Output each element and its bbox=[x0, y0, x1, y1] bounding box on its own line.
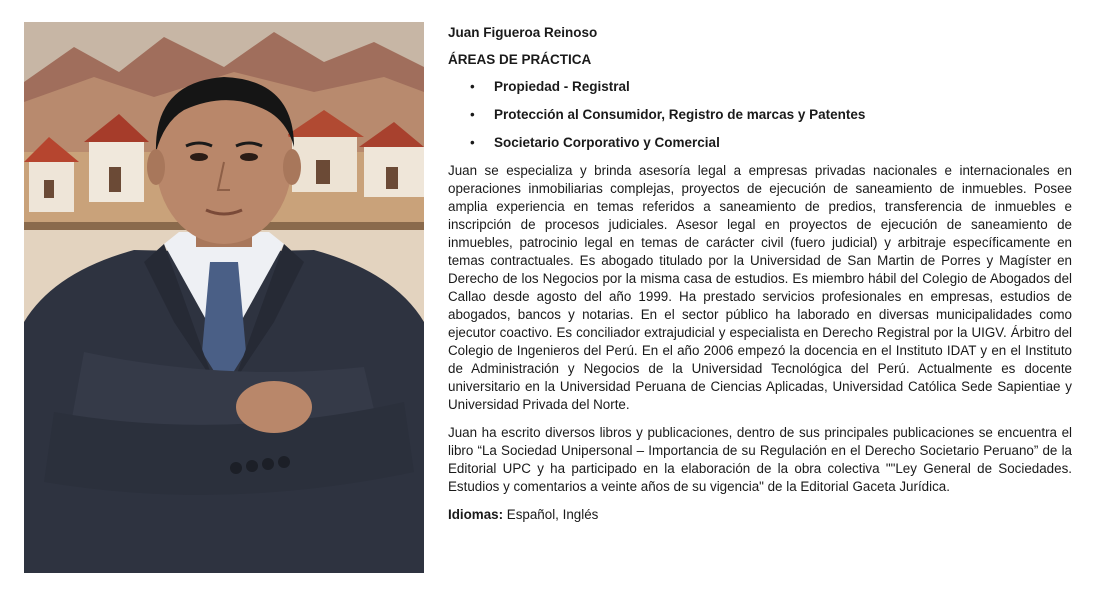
profile-photo bbox=[24, 22, 424, 573]
list-item bbox=[448, 106, 1072, 123]
languages-value: Español, Inglés bbox=[503, 507, 599, 522]
profile-name: Juan Figueroa Reinoso bbox=[448, 25, 598, 40]
languages-line bbox=[448, 506, 1072, 524]
publications-paragraph: Juan ha escrito diversos libros y publicaciones, dentro de sus principales publicaciones se encuentra el libro “La Sociedad Unipersonal – Importancia de su Regulación en el Derecho Societario Peruano” de la Editorial UPC y ha participado en la elaboración de la obra colectiva ""Ley General de Sociedades. Estudios y comentarios a veinte años de su vigencia" de la Editorial Gaceta Jurídica. bbox=[448, 425, 1072, 494]
list-item bbox=[448, 134, 1072, 151]
practice-area-label: Societario Corporativo y Comercial bbox=[494, 135, 720, 150]
bio-paragraph: Juan se especializa y brinda asesoría legal a empresas privadas nacionales e internacionales en operaciones inmobiliarias complejas, proyectos de ejecución de saneamiento de inmuebles. Posee amplia experiencia en temas referidos a saneamiento de predios, transferencia de inmuebles e inscripción de procesos judiciales. Asesor legal en proyectos de ejecución de saneamiento de inmuebles, patrocinio legal en temas de carácter civil (fuero judicial) y arbitraje específicamente en temas contractuales. Es abogado titulado por la Universidad de San Martin de Porres y Magíster en Derecho de los Negocios por la misma casa de estudios. Es miembro hábil del Colegio de Abogados del Callao desde agosto del año 1999. Ha prestado servicios profesionales en empresas, estudios de abogados, bancos y notarias. En el sector público ha laborado en diversas municipalidades como ejecutor coactivo. Es conciliador extrajudicial y especialista en Derecho Registral por la UIGV. Árbitro del Colegio de Ingenieros del Perú. En el año 2006 empezó la docencia en el Instituto IDAT y en el Instituto de Administración y Negocios de la Universidad Tecnológica del Perú. Actualmente es docente universitario en la Universidad Peruana de Ciencias Aplicadas, Universidad Católica Sede Sapientiae y Universidad Privada del Norte. bbox=[448, 163, 1072, 412]
practice-area-label: Propiedad - Registral bbox=[494, 79, 630, 94]
bullet-icon: • bbox=[470, 79, 475, 94]
profile-content bbox=[448, 24, 1072, 524]
list-item bbox=[448, 78, 1072, 95]
bullet-icon: • bbox=[470, 135, 475, 150]
bullet-icon: • bbox=[470, 107, 475, 122]
practice-areas-list bbox=[448, 78, 1072, 151]
practice-areas-heading: ÁREAS DE PRÁCTICA bbox=[448, 52, 592, 67]
practice-area-label: Protección al Consumidor, Registro de marcas y Patentes bbox=[494, 107, 866, 122]
languages-label: Idiomas: bbox=[448, 507, 504, 522]
